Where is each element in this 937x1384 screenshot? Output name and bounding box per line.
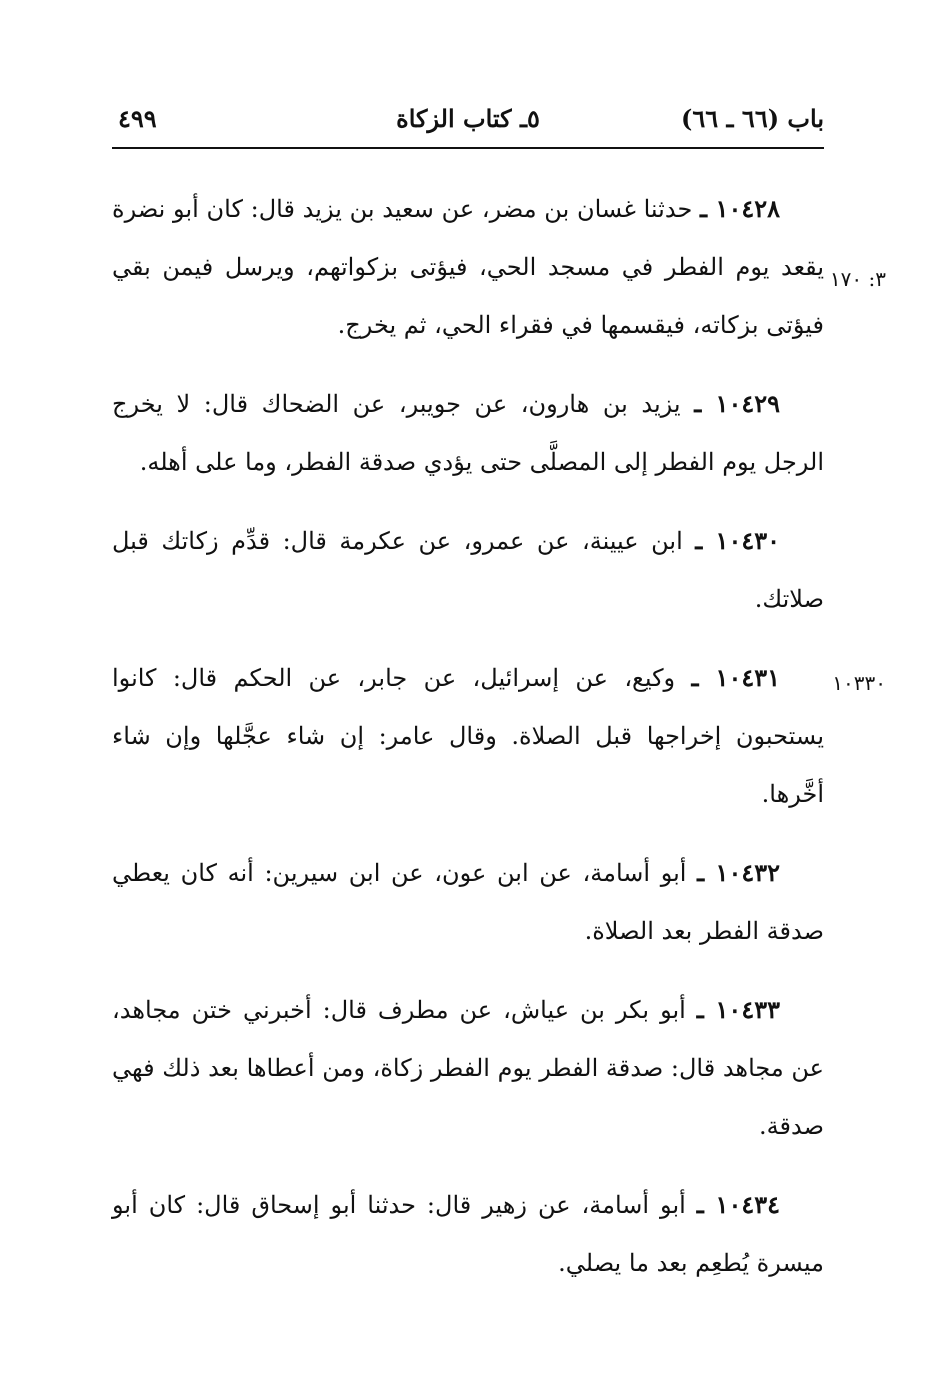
chapter-heading: باب (٦٦ ـ ٦٦) bbox=[681, 104, 824, 133]
hadith-entry bbox=[112, 844, 824, 960]
hadith-number: ١٠٤٣٢ ـ bbox=[697, 858, 780, 887]
page-number: ٤٩٩ bbox=[118, 104, 157, 133]
header-rule bbox=[112, 147, 824, 149]
hadith-number: ١٠٤٢٨ ـ bbox=[700, 194, 780, 223]
hadith-entry bbox=[112, 981, 824, 1155]
hadith-entry bbox=[112, 512, 824, 628]
hadith-number: ١٠٤٣٠ ـ bbox=[695, 526, 780, 555]
hadith-number: ١٠٤٣٣ ـ bbox=[696, 995, 780, 1024]
book-title: ٥ـ كتاب الزكاة bbox=[396, 104, 540, 133]
margin-reference: ١٠٣٣٠ bbox=[832, 671, 886, 695]
hadith-entry bbox=[112, 1176, 824, 1292]
hadith-text: وكيع، عن إسرائيل، عن جابر، عن الحكم قال: كانوا يستحبون إخراجها قبل الصلاة. وقال عامر: إن شاء عجَّلها وإن شاء أخَّرها. bbox=[112, 664, 824, 808]
hadith-text: حدثنا غسان بن مضر، عن سعيد بن يزيد قال: كان أبو نضرة يقعد يوم الفطر في مسجد الحي، فيؤتى بزكواتهم، ويرسل فيمن بقي فيؤتى بزكاته، فيقسمها في فقراء الحي، ثم يخرج. bbox=[112, 195, 824, 339]
hadith-entry bbox=[112, 180, 886, 354]
hadith-number: ١٠٤٣١ ـ bbox=[691, 663, 780, 692]
hadith-number: ١٠٤٣٤ ـ bbox=[696, 1190, 780, 1219]
running-header bbox=[112, 104, 824, 142]
hadith-entry bbox=[112, 375, 824, 491]
margin-reference: ٣: ١٧٠ bbox=[829, 267, 886, 291]
hadith-entry bbox=[112, 649, 886, 823]
hadith-text: أبو أسامة، عن زهير قال: حدثنا أبو إسحاق قال: كان أبو ميسرة يُطعِم بعد ما يصلي. bbox=[112, 1191, 824, 1277]
hadith-list bbox=[112, 180, 886, 1313]
hadith-text: ابن عيينة، عن عمرو، عن عكرمة قال: قدِّم زكاتك قبل صلاتك. bbox=[112, 527, 824, 613]
hadith-text: يزيد بن هارون، عن جويبر، عن الضحاك قال: لا يخرج الرجل يوم الفطر إلى المصلَّى حتى يؤدي صدقة الفطر، وما على أهله. bbox=[112, 390, 824, 476]
hadith-text: أبو أسامة، عن ابن عون، عن ابن سيرين: أنه كان يعطي صدقة الفطر بعد الصلاة. bbox=[112, 859, 824, 945]
hadith-text: أبو بكر بن عياش، عن مطرف قال: أخبرني ختن مجاهد، عن مجاهد قال: صدقة الفطر يوم الفطر زكاة، ومن أعطاها بعد ذلك فهي صدقة. bbox=[112, 996, 824, 1140]
hadith-number: ١٠٤٢٩ ـ bbox=[694, 389, 780, 418]
